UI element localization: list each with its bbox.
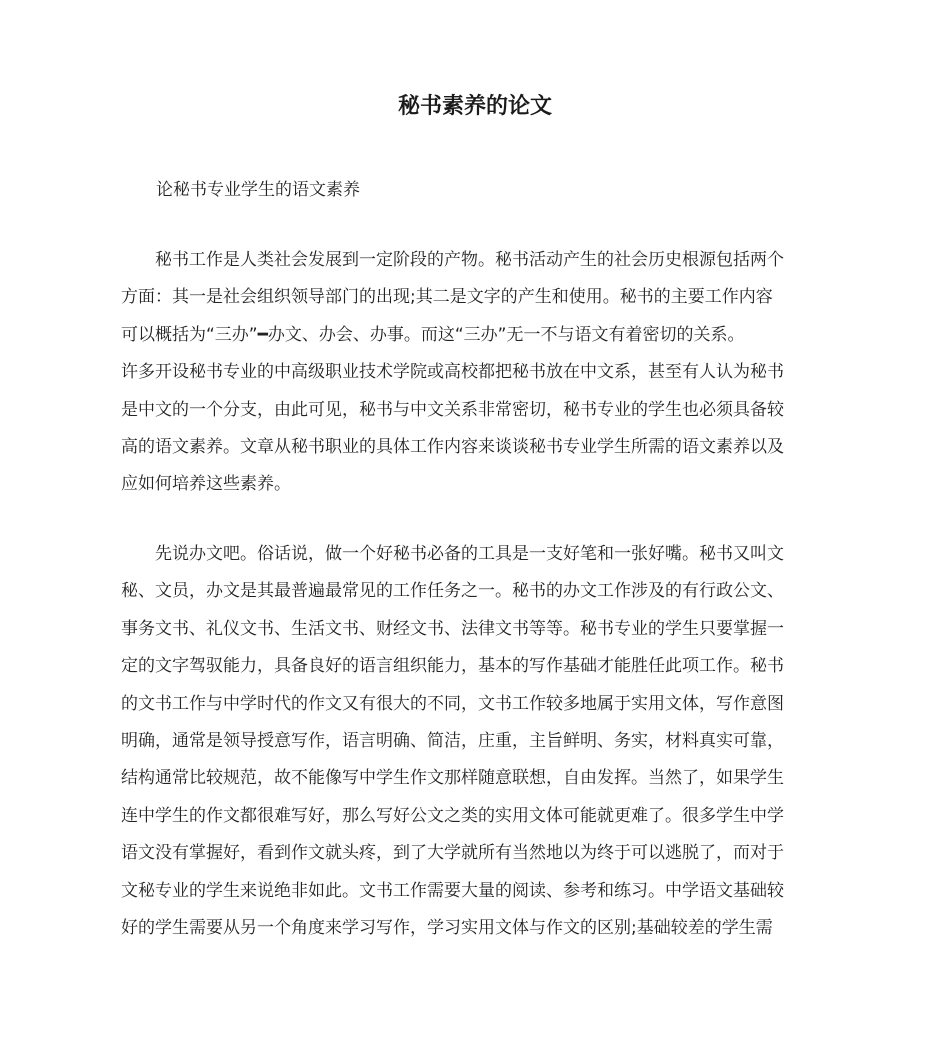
paragraph-line: 文秘专业的学生来说绝非如此。文书工作需要大量的阅读、参考和练习。中学语文基础较 (121, 880, 784, 901)
paragraph-2 (121, 536, 841, 947)
paragraph-line: 连中学生的作文都很难写好，那么写好公文之类的实用文体可能就更难了。很多学生中学 (121, 805, 784, 826)
paragraph-line: 可以概括为“三办”━办文、办会、办事。而这“三办”无一不与语文有着密切的关系。 (121, 324, 745, 345)
paragraph-line: 秘、文员，办文是其最普遍最常见的工作任务之一。秘书的办文工作涉及的有行政公文、 (121, 581, 784, 602)
paragraph-line: 语文没有掌握好，看到作文就头疼，到了大学就所有当然地以为终于可以逃脱了，而对于 (121, 843, 784, 864)
paragraph-1 (121, 242, 841, 504)
paragraph-line: 好的学生需要从另一个角度来学习写作，学习实用文体与作文的区别;基础较差的学生需 (121, 917, 773, 938)
document-subtitle: 论秘书专业学生的语文素养 (156, 180, 360, 200)
paragraph-line: 应如何培养这些素养。 (121, 474, 291, 495)
paragraph-line: 定的文字驾驭能力，具备良好的语言组织能力，基本的写作基础才能胜任此项工作。秘书 (121, 656, 784, 677)
paragraph-line: 先说办文吧。俗话说，做一个好秘书必备的工具是一支好笔和一张好嘴。秘书又叫文 (121, 544, 784, 564)
paragraph-line: 许多开设秘书专业的中高级职业技术学院或高校都把秘书放在中文系，甚至有人认为秘书 (121, 362, 784, 383)
paragraph-line: 的文书工作与中学时代的作文又有很大的不同，文书工作较多地属于实用文体，写作意图 (121, 693, 784, 714)
paragraph-line: 高的语文素养。文章从秘书职业的具体工作内容来谈谈秘书专业学生所需的语文素养以及 (121, 436, 784, 457)
paragraph-line: 方面：其一是社会组织领导部门的出现;其二是文字的产生和使用。秘书的主要工作内容 (121, 287, 773, 308)
paragraph-line: 事务文书、礼仪文书、生活文书、财经文书、法律文书等等。秘书专业的学生只要掌握一 (121, 618, 784, 639)
paragraph-line: 秘书工作是人类社会发展到一定阶段的产物。秘书活动产生的社会历史根源包括两个 (121, 250, 784, 270)
paragraph-line: 结构通常比较规范，故不能像写中学生作文那样随意联想，自由发挥。当然了，如果学生 (121, 768, 784, 789)
document-title: 秘书素养的论文 (397, 94, 552, 119)
paragraph-line: 明确，通常是领导授意写作，语言明确、简洁，庄重，主旨鲜明、务实，材料真实可靠， (121, 730, 784, 751)
paragraph-line: 是中文的一个分支，由此可见，秘书与中文关系非常密切，秘书专业的学生也必须具备较 (121, 399, 784, 420)
